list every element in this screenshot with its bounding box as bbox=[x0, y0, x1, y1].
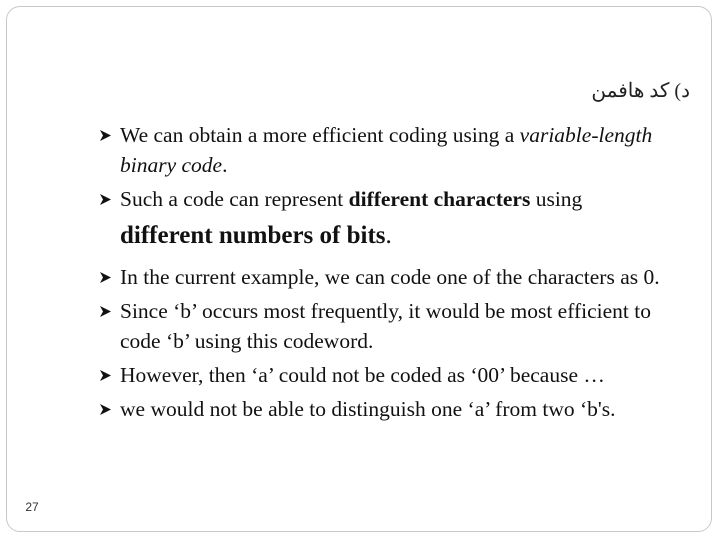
bullet-text: Since ‘b’ occurs most frequently, it would be most efficient to code ‘b’ using this codeword. bbox=[120, 299, 652, 353]
right-arrowhead-icon bbox=[100, 370, 111, 381]
bullet-text: using bbox=[530, 187, 583, 211]
bullet-item bbox=[100, 360, 690, 390]
right-arrowhead-icon bbox=[100, 306, 111, 317]
bullet-text: In the current example, we can code one of the characters as 0. bbox=[120, 265, 660, 289]
bullet-emphasis: variable-length binary code bbox=[120, 123, 653, 177]
bullet-text: However, then ‘a’ could not be coded as ‘00’ because … bbox=[120, 363, 605, 387]
bullet-emphasis: different numbers of bits bbox=[120, 222, 386, 249]
bullet-list bbox=[100, 120, 690, 428]
bullet-item bbox=[100, 394, 690, 424]
bullet-text: . bbox=[222, 153, 228, 177]
bullet-text: we would not be able to distinguish one ‘a’ from two ‘b's. bbox=[120, 397, 616, 421]
bullet-item bbox=[100, 184, 690, 258]
right-arrowhead-icon bbox=[100, 272, 111, 283]
bullet-text: Such a code can represent bbox=[120, 187, 349, 211]
bullet-text: We can obtain a more efficient coding using a bbox=[120, 123, 520, 147]
right-arrowhead-icon bbox=[100, 130, 111, 141]
bullet-text: . bbox=[385, 222, 392, 249]
bullet-item bbox=[100, 120, 690, 180]
bullet-item bbox=[100, 296, 690, 356]
page-number: 27 bbox=[25, 500, 39, 514]
bullet-item bbox=[100, 262, 690, 292]
right-arrowhead-icon bbox=[100, 404, 111, 415]
slide-title: د) کد هافمن bbox=[591, 80, 690, 102]
bullet-emphasis: different characters bbox=[348, 187, 531, 211]
right-arrowhead-icon bbox=[100, 194, 111, 205]
